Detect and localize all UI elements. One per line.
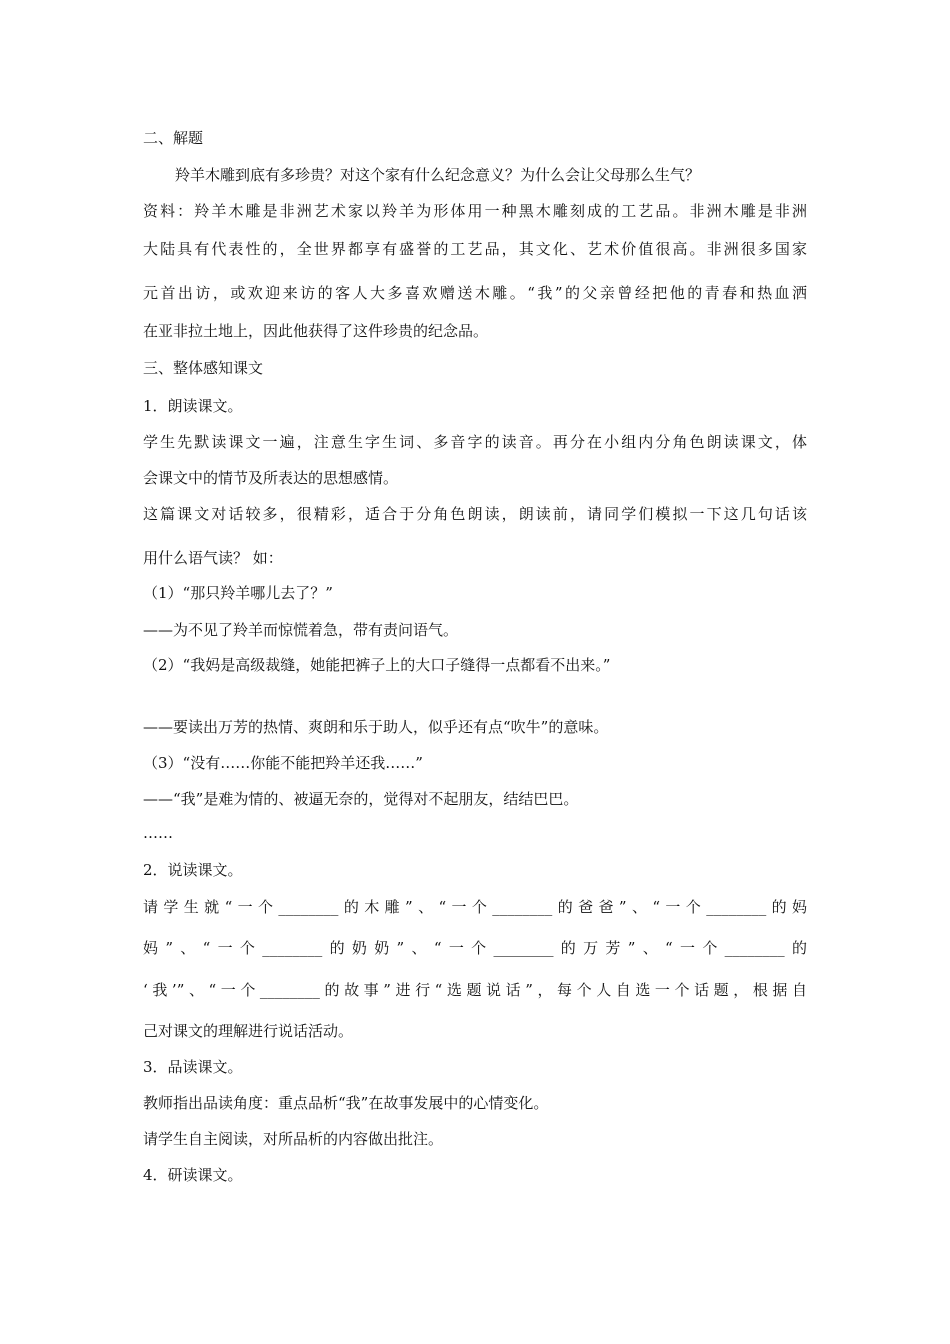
ellipsis: …… — [143, 824, 173, 842]
material-line-4: 在亚非拉土地上，因此他获得了这件珍贵的纪念品。 — [143, 322, 489, 340]
step4-title: 4．研读课文。 — [143, 1166, 243, 1184]
example-1-note: ——为不见了羚羊而惊慌着急，带有责问语气。 — [143, 621, 459, 639]
example-3-quote: （3）“没有……你能不能把羚羊还我……” — [143, 754, 423, 772]
step1-title: 1．朗读课文。 — [143, 397, 243, 415]
example-2-note: ——要读出万芳的热情、爽朗和乐于助人，似乎还有点“吹牛”的意味。 — [143, 718, 609, 736]
step1-line-4: 用什么语气读？ 如： — [143, 549, 283, 567]
step1-line-3: 这篇课文对话较多，很精彩，适合于分角色朗读，朗读前，请同学们模拟一下这几句话该 — [143, 505, 807, 523]
question-paragraph: 羚羊木雕到底有多珍贵？对这个家有什么纪念意义？为什么会让父母那么生气？ — [175, 166, 701, 184]
step2-title: 2．说读课文。 — [143, 861, 243, 879]
material-line-2: 大陆具有代表性的，全世界都享有盛誉的工艺品，其文化、艺术价值很高。非洲很多国家 — [143, 240, 807, 258]
step2-line-3: ‘我’”、“一个________的故事”进行“选题说话”，每个人自选一个话题，根据自 — [143, 981, 807, 999]
material-line-1: 资料：羚羊木雕是非洲艺术家以羚羊为形体用一种黑木雕刻成的工艺品。非洲木雕是非洲 — [143, 202, 807, 220]
material-line-3: 元首出访，或欢迎来访的客人大多喜欢赠送木雕。“我”的父亲曾经把他的青春和热血洒 — [143, 284, 807, 302]
example-2-quote: （2）“我妈是高级裁缝，她能把裤子上的大口子缝得一点都看不出来。” — [143, 656, 611, 674]
step3-title: 3．品读课文。 — [143, 1058, 243, 1076]
step2-line-2: 妈”、“一个________的奶奶”、“一个________的万芳”、“一个________的 — [143, 939, 807, 957]
example-3-note: ——“我”是难为情的、被逼无奈的，觉得对不起朋友，结结巴巴。 — [143, 790, 579, 808]
step2-line-1: 请学生就“一个________的木雕”、“一个________的爸爸”、“一个________的妈 — [143, 898, 807, 916]
step1-line-2: 会课文中的情节及所表达的思想感情。 — [143, 469, 399, 487]
step1-line-1: 学生先默读课文一遍，注意生字生词、多音字的读音。再分在小组内分角色朗读课文，体 — [143, 433, 807, 451]
example-1-quote: （1）“那只羚羊哪儿去了？” — [143, 584, 333, 602]
step3-line-1: 教师指出品读角度：重点品析“我”在故事发展中的心情变化。 — [143, 1094, 549, 1112]
section-heading-overview: 三、整体感知课文 — [143, 359, 264, 377]
step3-line-2: 请学生自主阅读，对所品析的内容做出批注。 — [143, 1130, 444, 1148]
section-heading-jieti: 二、解题 — [143, 129, 204, 147]
step2-line-4: 己对课文的理解进行说话活动。 — [143, 1022, 354, 1040]
